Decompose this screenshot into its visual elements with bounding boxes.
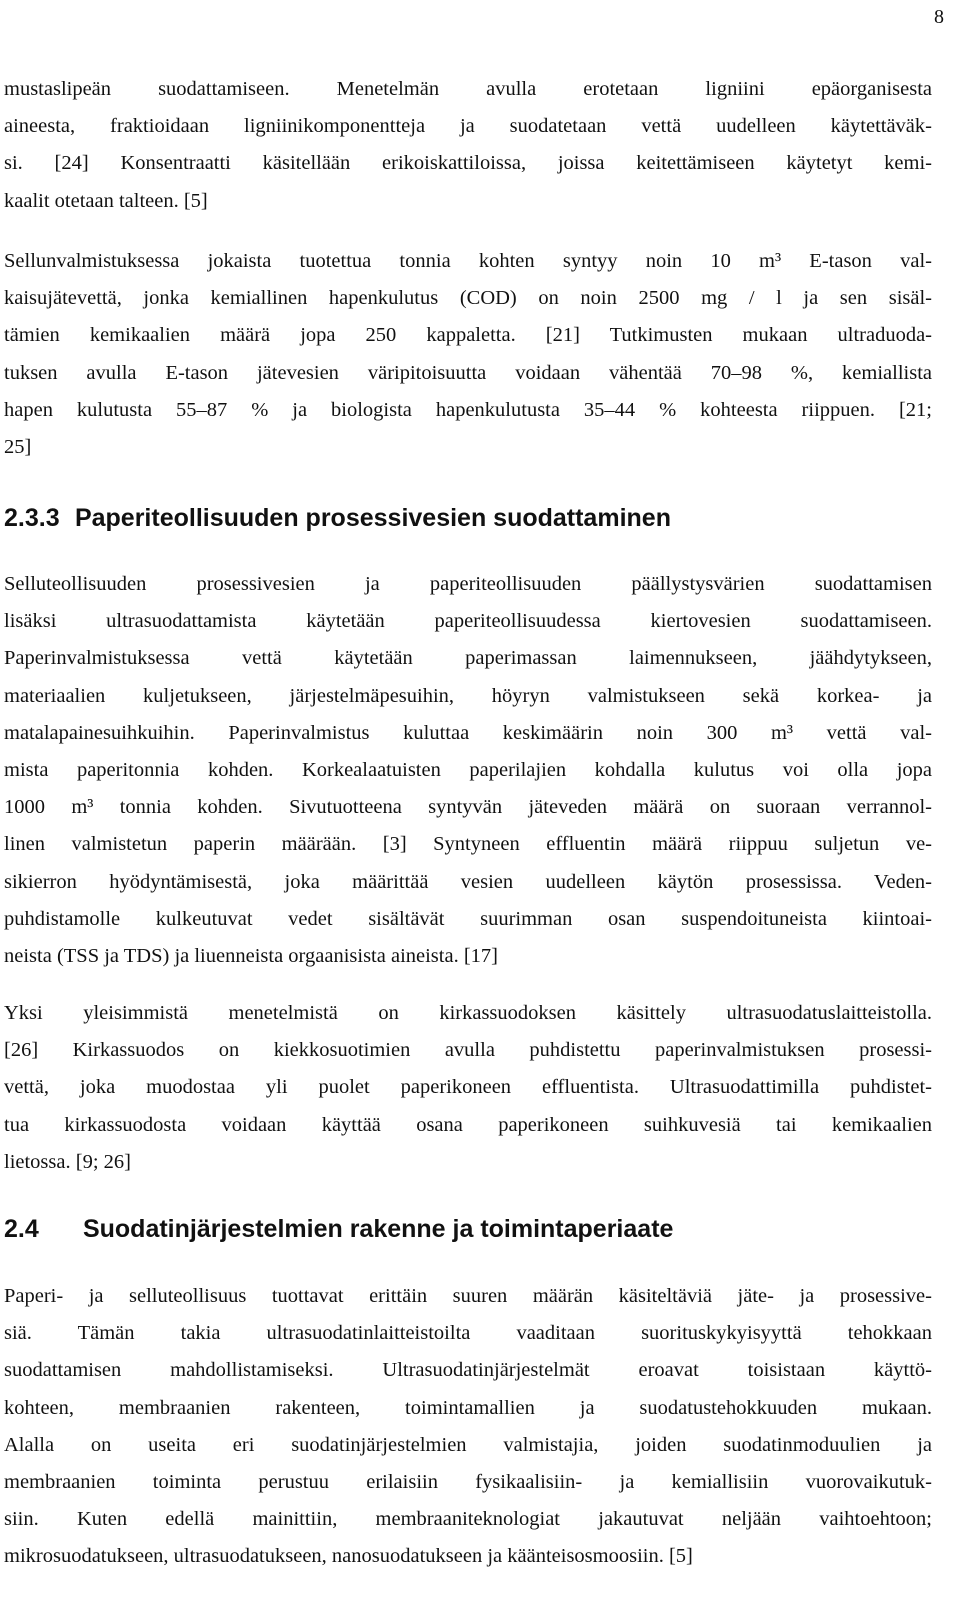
text-line: mikrosuodatukseen, ultrasuodatukseen, nanosuodatukseen ja käänteisosmoosiin. [5] (4, 1545, 693, 1568)
text-line: vettä, joka muodostaa yli puolet paperikoneen effluentista. Ultrasuodattimilla puhdistet- (4, 1076, 932, 1099)
section-heading (4, 504, 671, 533)
text-line: neista (TSS ja TDS) ja liuenneista orgaanisista aineista. [17] (4, 945, 498, 968)
paragraph (4, 995, 932, 1181)
text-line: puhdistamolle kulkeutuvat vedet sisältävät suurimman osan suspendoituneista kiintoai- (4, 907, 932, 930)
section-number: 2.4 (4, 1215, 39, 1243)
text-line: kaisujätevettä, jonka kemiallinen hapenkulutus (COD) on noin 2500 mg / l ja sen sisäl- (4, 287, 932, 310)
text-line: Paperinvalmistuksessa vettä käytetään paperimassan laimennukseen, jäähdytykseen, (4, 647, 932, 670)
text-line: tua kirkassuodosta voidaan käyttää osana paperikoneen suihkuvesiä tai kemikaalien (4, 1113, 932, 1136)
text-line: Paperi- ja selluteollisuus tuottavat erittäin suuren määrän käsiteltäviä jäte- ja prosessive- (4, 1285, 932, 1307)
text-line: aineesta, fraktioidaan ligniinikomponentteja ja suodatetaan vettä uudelleen käytettäväk- (4, 115, 932, 138)
paragraph (4, 1278, 932, 1576)
section-heading (4, 1215, 673, 1244)
text-line: sikierron hyödyntämisestä, joka määrittää vesien uudelleen käytön prosessissa. Veden- (4, 870, 932, 893)
text-line: Selluteollisuuden prosessivesien ja paperiteollisuuden päällystysvärien suodattamisen (4, 573, 932, 595)
text-line: materiaalien kuljetukseen, järjestelmäpesuihin, höyryn valmistukseen sekä korkea- ja (4, 684, 932, 707)
text-line: siin. Kuten edellä mainittiin, membraaniteknologiat jakautuvat neljään vaihtoehtoon; (4, 1508, 932, 1531)
text-line: si. [24] Konsentraatti käsitellään erikoiskattiloissa, joissa keitettämiseen käytetyt kemi- (4, 152, 932, 175)
text-line: kaalit otetaan talteen. [5] (4, 189, 208, 212)
text-line: kohteen, membraanien rakenteen, toimintamallien ja suodatustehokkuuden mukaan. (4, 1396, 932, 1419)
text-line: tuksen avulla E-tason jätevesien väripitoisuutta voidaan vähentää 70–98 %, kemiallista (4, 361, 932, 384)
text-line: tämien kemikaalien määrä jopa 250 kappaletta. [21] Tutkimusten mukaan ultraduoda- (4, 324, 932, 347)
text-line: 25] (4, 436, 32, 459)
text-line: Sellunvalmistuksessa jokaista tuotettua tonnia kohten syntyy noin 10 m³ E-tason val- (4, 250, 932, 272)
section-title: Paperiteollisuuden prosessivesien suodattaminen (74, 504, 671, 532)
text-line: siä. Tämän takia ultrasuodatinlaitteistoilta vaaditaan suorituskykyisyyttä tehokkaan (4, 1322, 932, 1345)
page-number: 8 (934, 6, 944, 28)
paragraph (4, 71, 932, 220)
text-line: hapen kulutusta 55–87 % ja biologista hapenkulutusta 35–44 % kohteesta riippuen. [21; (4, 398, 932, 421)
text-line: matalapainesuihkuihin. Paperinvalmistus kuluttaa keskimäärin noin 300 m³ vettä val- (4, 721, 932, 744)
text-line: Alalla on useita eri suodatinjärjestelmien valmistajia, joiden suodatinmoduulien ja (4, 1433, 932, 1456)
text-line: linen valmistetun paperin määrään. [3] Syntyneen effluentin määrä riippuu suljetun ve- (4, 833, 932, 856)
text-line: lisäksi ultrasuodattamista käytetään paperiteollisuudessa kiertovesien suodattamiseen. (4, 610, 932, 633)
text-line: Yksi yleisimmistä menetelmistä on kirkassuodoksen käsittely ultrasuodatuslaitteistolla. (4, 1002, 932, 1024)
section-number: 2.3.3 (4, 504, 60, 532)
text-line: suodattamisen mahdollistamiseksi. Ultrasuodatinjärjestelmät eroavat toisistaan käyttö- (4, 1359, 932, 1382)
text-line: mustaslipeän suodattamiseen. Menetelmän avulla erotetaan ligniini epäorganisesta (4, 78, 932, 100)
text-line: mista paperitonnia kohden. Korkealaatuisten paperilajien kohdalla kulutus voi olla jopa (4, 759, 932, 782)
text-line: [26] Kirkassuodos on kiekkosuotimien avulla puhdistettu paperinvalmistuksen prosessi- (4, 1039, 932, 1062)
text-line: 1000 m³ tonnia kohden. Sivutuotteena syntyvän jäteveden määrä on suoraan verrannol- (4, 796, 932, 819)
text-line: membraanien toiminta perustuu erilaisiin fysikaalisiin- ja kemiallisiin vuorovaikutuk- (4, 1471, 932, 1494)
section-title: Suodatinjärjestelmien rakenne ja toimintaperiaate (82, 1215, 674, 1243)
text-line: lietossa. [9; 26] (4, 1150, 131, 1173)
paragraph (4, 243, 932, 466)
paragraph (4, 566, 932, 975)
